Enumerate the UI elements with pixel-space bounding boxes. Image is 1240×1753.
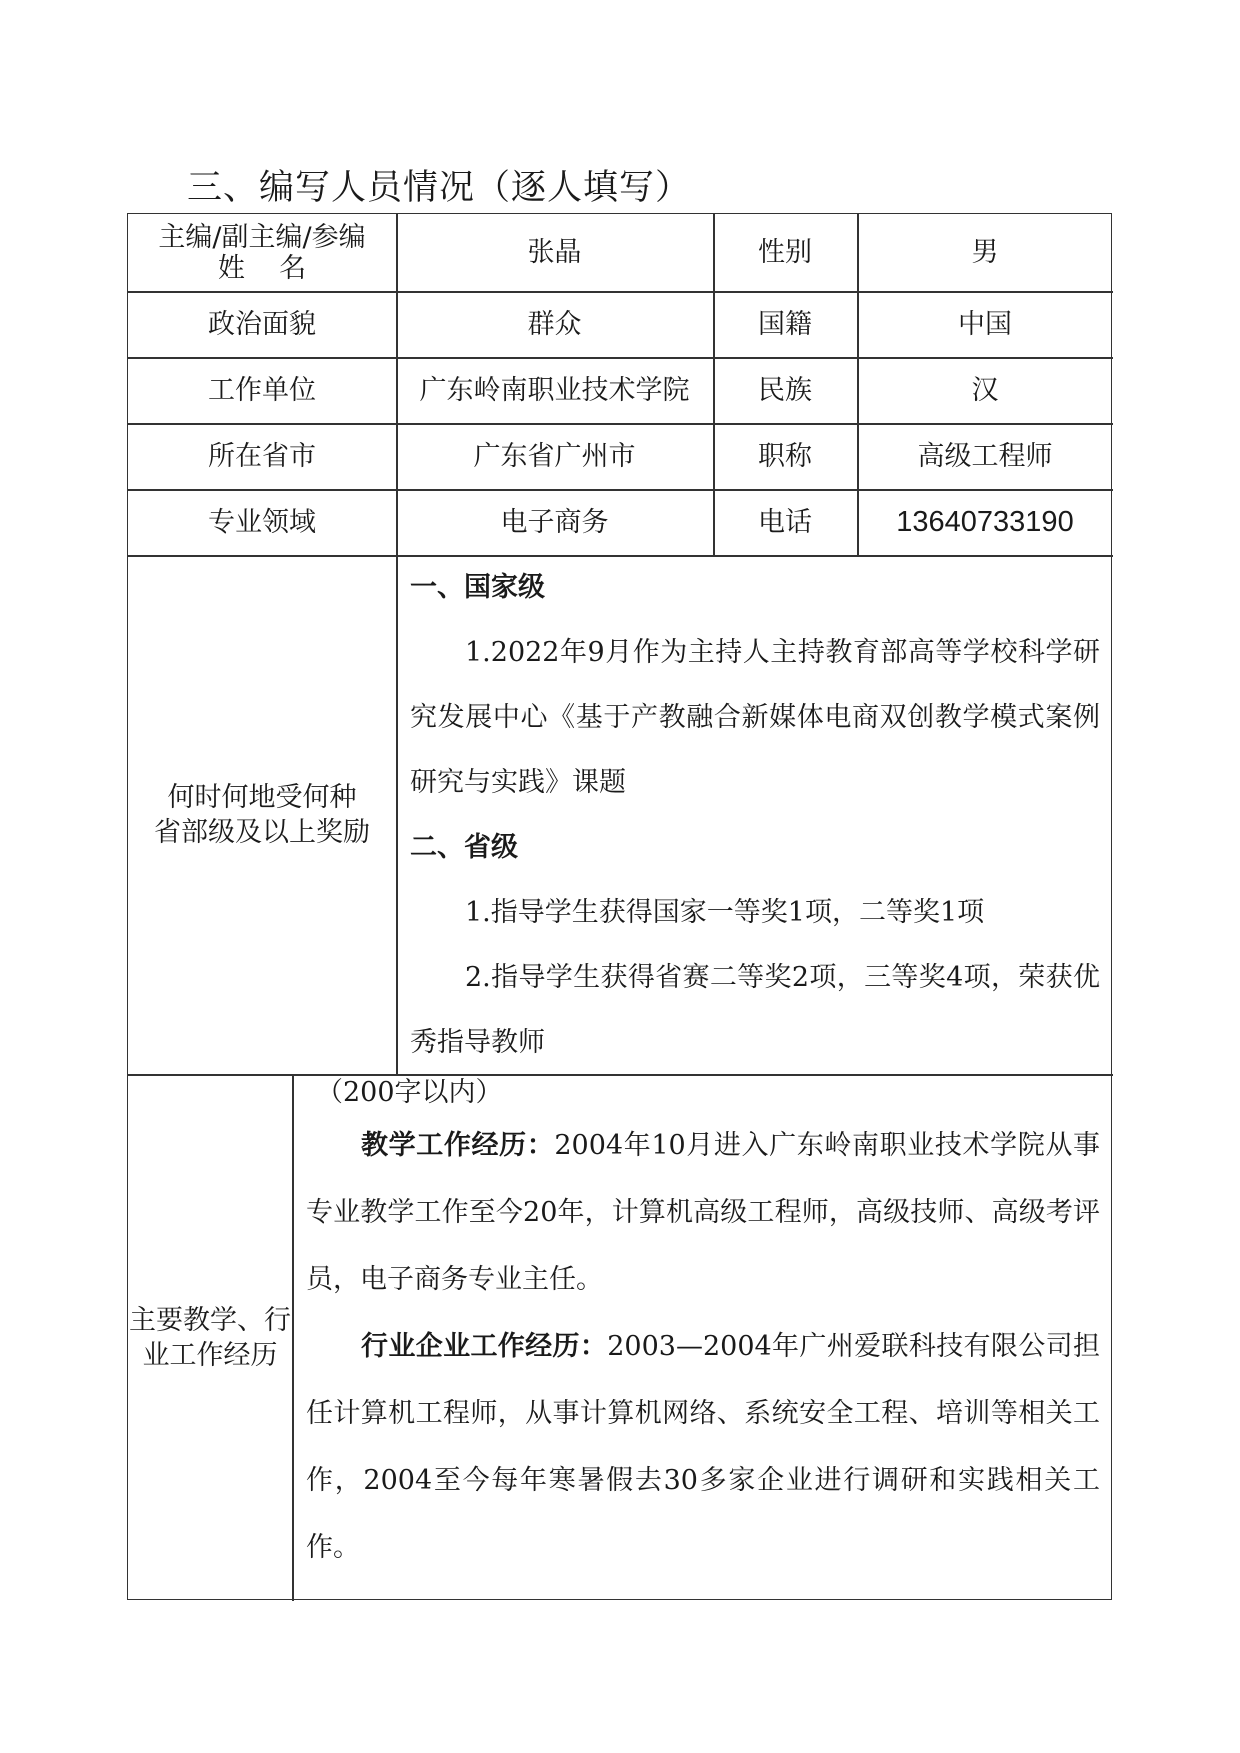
industry-experience-text: 2003—2004年广州爱联科技有限公司担任计算机工程师，从事计算机网络、系统安全工程、培训等相关工作，2004至今每年寒暑假去30多家企业进行调研和实践相关工作。 — [306, 1331, 1100, 1563]
awards-label — [128, 555, 396, 1074]
experience-label — [128, 1074, 292, 1601]
national-heading: 一、国家级 — [410, 572, 545, 603]
employer-label: 工作单位 — [208, 374, 316, 406]
industry-experience-label: 行业企业工作经历： — [361, 1331, 608, 1362]
col-divider — [292, 1074, 294, 1601]
provincial-heading: 二、省级 — [410, 832, 518, 863]
role-label: 主编/副主编/参编 — [158, 221, 366, 253]
phone-value: 13640733190 — [896, 505, 1074, 538]
province-city-value: 广东省广州市 — [473, 440, 636, 472]
employer-value: 广东岭南职业技术学院 — [419, 374, 690, 406]
experience-label-line1: 主要教学、行 — [129, 1304, 291, 1336]
nationality-label: 国籍 — [758, 308, 812, 340]
ethnicity-value: 汉 — [971, 374, 999, 406]
gender-label: 性别 — [758, 237, 812, 268]
awards-content — [410, 555, 1100, 1075]
field-value: 电子商务 — [500, 506, 609, 538]
political-status-label: 政治面貌 — [208, 308, 316, 340]
teaching-experience-text: 2004年10月进入广东岭南职业技术学院从事专业教学工作至今20年，计算机高级工程师，高级技师、高级考评员，电子商务专业主任。 — [306, 1130, 1100, 1295]
name-value: 张晶 — [527, 237, 582, 268]
title-value: 高级工程师 — [917, 440, 1053, 472]
word-limit-note: （200字以内） — [316, 1077, 503, 1108]
name-label: 姓 名 — [217, 252, 307, 284]
teaching-experience — [306, 1112, 1100, 1313]
page-title: 三、编写人员情况（逐人填写） — [187, 168, 692, 208]
province-city-label: 所在省市 — [208, 440, 316, 472]
provincial-award-item: 2.指导学生获得省赛二等奖2项，三等奖4项，荣获优秀指导教师 — [410, 962, 1100, 1058]
nationality-value: 中国 — [958, 308, 1012, 340]
gender-value: 男 — [971, 237, 999, 268]
role-name-label — [128, 214, 396, 291]
awards-label-line1: 何时何地受何种 — [167, 781, 357, 813]
ethnicity-label: 民族 — [758, 374, 812, 406]
experience-content — [306, 1074, 1100, 1581]
title-label: 职称 — [758, 440, 812, 472]
teaching-experience-label: 教学工作经历： — [361, 1130, 555, 1161]
provincial-award-item: 1.指导学生获得国家一等奖1项，二等奖1项 — [465, 897, 985, 928]
industry-experience — [306, 1313, 1100, 1581]
experience-label-line2: 业工作经历 — [142, 1339, 278, 1371]
phone-label: 电话 — [758, 506, 812, 538]
awards-label-line2: 省部级及以上奖励 — [154, 816, 370, 848]
author-info-table — [127, 213, 1112, 1600]
field-label: 专业领域 — [208, 506, 316, 538]
national-award-item: 1.2022年9月作为主持人主持教育部高等学校科学研究发展中心《基于产教融合新媒体电商双创教学模式案例研究与实践》课题 — [410, 637, 1100, 798]
political-status-value: 群众 — [527, 308, 582, 340]
